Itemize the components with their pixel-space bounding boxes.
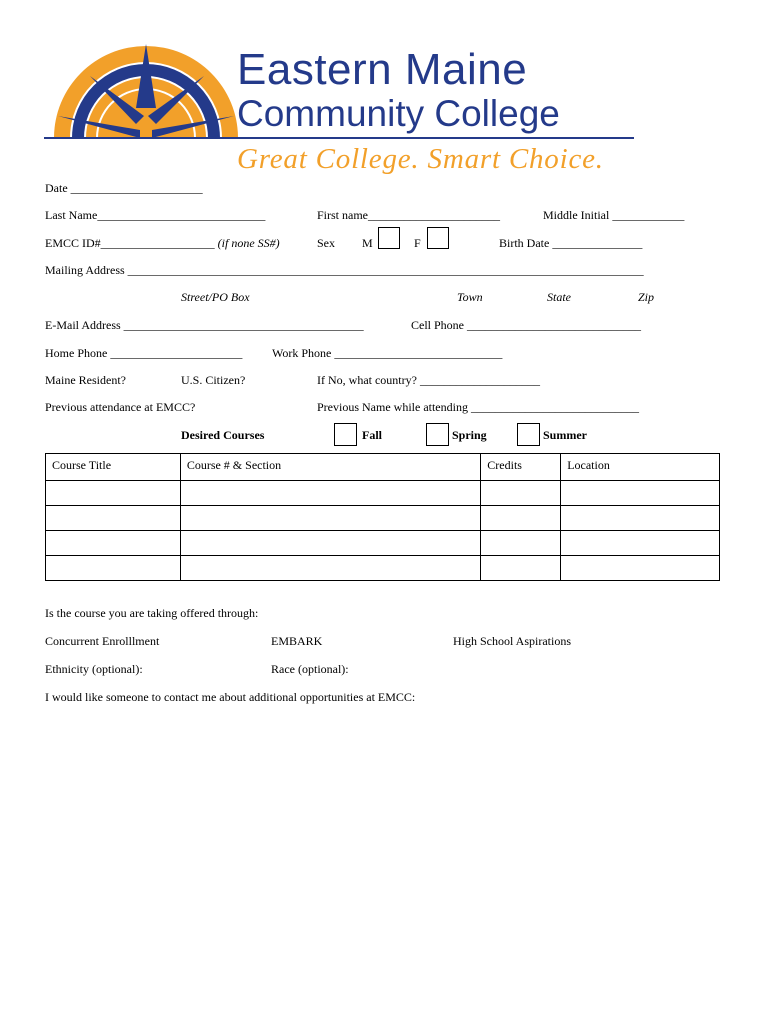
college-tagline: Great College. Smart Choice.	[237, 143, 604, 175]
emcc-id-label: EMCC ID#___________________	[45, 236, 215, 250]
table-row	[46, 531, 720, 556]
college-logo	[44, 40, 644, 185]
table-row	[46, 481, 720, 506]
sex-m-checkbox[interactable]	[378, 227, 400, 249]
address-state-caption: State	[547, 290, 571, 304]
sex-label: Sex	[317, 236, 335, 250]
fall-checkbox[interactable]	[334, 423, 357, 446]
race-field[interactable]: Race (optional):	[271, 662, 349, 676]
date-field[interactable]: Date ______________________	[45, 181, 203, 195]
cell-location[interactable]	[561, 556, 720, 581]
cell-credits[interactable]	[481, 556, 561, 581]
emcc-id-note: (if none SS#)	[217, 236, 280, 250]
college-name-line2: Community College	[237, 93, 560, 134]
spring-checkbox[interactable]	[426, 423, 449, 446]
header-credits: Credits	[481, 454, 561, 481]
maine-resident-label: Maine Resident?	[45, 373, 126, 387]
table-row	[46, 506, 720, 531]
cell-course-section[interactable]	[180, 556, 480, 581]
college-name-line1: Eastern Maine	[237, 45, 528, 94]
header-course-title: Course Title	[46, 454, 181, 481]
cell-credits[interactable]	[481, 481, 561, 506]
previous-name-field[interactable]: Previous Name while attending ____________________________	[317, 400, 639, 414]
table-row	[46, 556, 720, 581]
spring-label: Spring	[452, 428, 487, 442]
birth-date-field[interactable]: Birth Date _______________	[499, 236, 643, 250]
cell-phone-field[interactable]: Cell Phone _____________________________	[411, 318, 641, 332]
cell-credits[interactable]	[481, 506, 561, 531]
cell-course-title[interactable]	[46, 531, 181, 556]
email-field[interactable]: E-Mail Address ________________________________________	[45, 318, 364, 332]
middle-initial-field[interactable]: Middle Initial ____________	[543, 208, 685, 222]
cell-course-section[interactable]	[180, 531, 480, 556]
cell-course-section[interactable]	[180, 481, 480, 506]
option-high-school-aspirations[interactable]: High School Aspirations	[453, 634, 572, 648]
summer-checkbox[interactable]	[517, 423, 540, 446]
cell-course-title[interactable]	[46, 481, 181, 506]
cell-location[interactable]	[561, 481, 720, 506]
cell-course-title[interactable]	[46, 506, 181, 531]
cell-location[interactable]	[561, 506, 720, 531]
cell-course-title[interactable]	[46, 556, 181, 581]
previous-attendance-label: Previous attendance at EMCC?	[45, 400, 196, 414]
sex-m-label: M	[362, 236, 373, 250]
work-phone-field[interactable]: Work Phone ____________________________	[272, 346, 503, 360]
table-header-row	[46, 454, 720, 481]
address-town-caption: Town	[457, 290, 483, 304]
home-phone-field[interactable]: Home Phone ______________________	[45, 346, 243, 360]
mailing-address-field[interactable]: Mailing Address ______________________________________________________________________________________	[45, 263, 644, 277]
cell-credits[interactable]	[481, 531, 561, 556]
sex-f-checkbox[interactable]	[427, 227, 449, 249]
address-zip-caption: Zip	[638, 290, 655, 304]
header-course-section: Course # & Section	[180, 454, 480, 481]
cell-course-section[interactable]	[180, 506, 480, 531]
fall-label: Fall	[362, 428, 382, 442]
sex-f-label: F	[414, 236, 421, 250]
cell-location[interactable]	[561, 531, 720, 556]
courses-table	[45, 453, 720, 581]
desired-courses-label: Desired Courses	[181, 428, 265, 442]
option-concurrent-enrollment[interactable]: Concurrent Enrolllment	[45, 634, 160, 648]
compass-sun-icon	[44, 40, 244, 142]
first-name-field[interactable]: First name______________________	[317, 208, 500, 222]
summer-label: Summer	[543, 428, 587, 442]
ethnicity-field[interactable]: Ethnicity (optional):	[45, 662, 143, 676]
contact-request[interactable]: I would like someone to contact me about additional opportunities at EMCC:	[45, 690, 416, 704]
option-embark[interactable]: EMBARK	[271, 634, 323, 648]
us-citizen-label: U.S. Citizen?	[181, 373, 246, 387]
country-field[interactable]: If No, what country? ____________________	[317, 373, 540, 387]
offered-through-question: Is the course you are taking offered through:	[45, 606, 259, 620]
logo-rule	[44, 137, 634, 139]
last-name-field[interactable]: Last Name____________________________	[45, 208, 266, 222]
header-location: Location	[561, 454, 720, 481]
address-street-caption: Street/PO Box	[181, 290, 250, 304]
emcc-id-field[interactable]	[45, 236, 280, 251]
